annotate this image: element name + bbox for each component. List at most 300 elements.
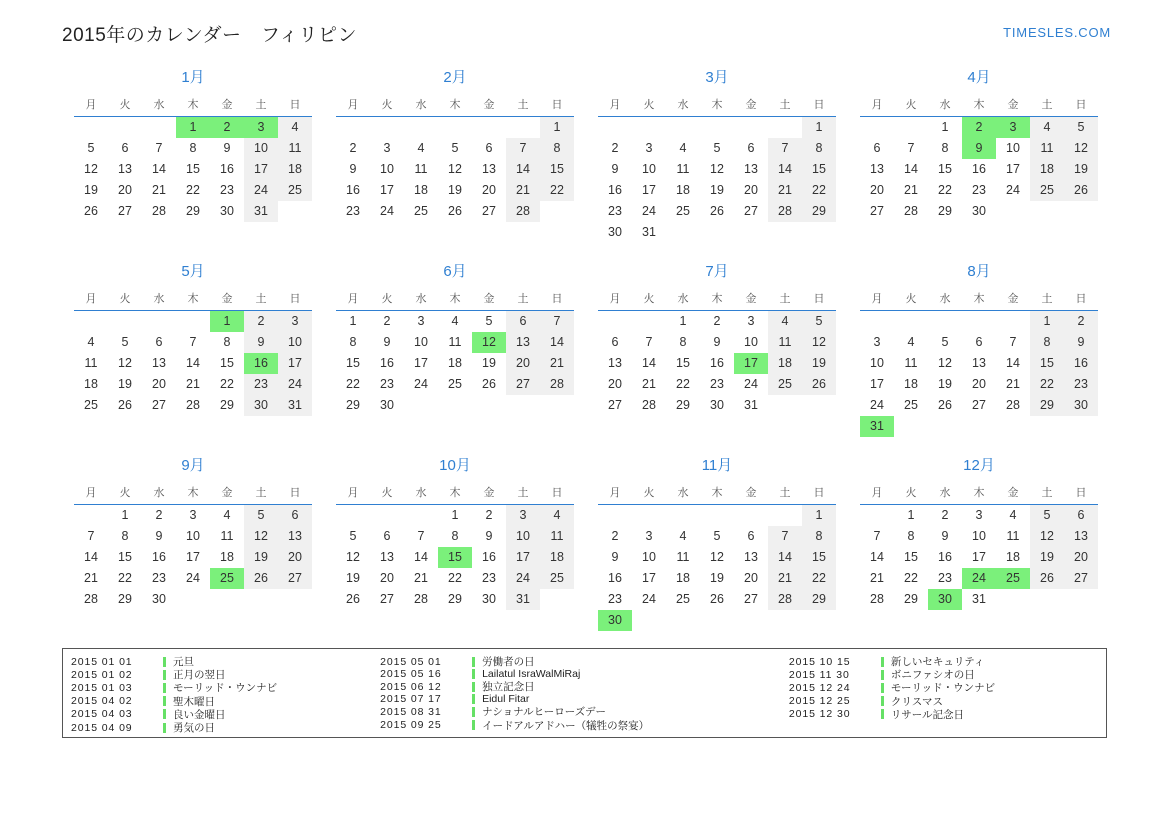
- day-cell[interactable]: 16: [608, 571, 622, 585]
- day-cell[interactable]: 7: [768, 526, 802, 547]
- day-cell[interactable]: 14: [904, 162, 918, 176]
- day-cell[interactable]: 28: [84, 592, 98, 606]
- day-cell[interactable]: 17: [186, 550, 200, 564]
- day-cell[interactable]: 26: [346, 592, 360, 606]
- day-cell[interactable]: 25: [448, 377, 462, 391]
- day-cell[interactable]: 12: [84, 162, 98, 176]
- day-cell[interactable]: 16: [710, 356, 724, 370]
- day-cell[interactable]: 22: [118, 571, 132, 585]
- day-cell[interactable]: 22: [938, 183, 952, 197]
- day-cell[interactable]: 27: [870, 204, 884, 218]
- day-cell[interactable]: 11: [220, 529, 234, 543]
- day-cell[interactable]: 11: [84, 356, 98, 370]
- day-cell-holiday[interactable]: 30: [928, 589, 962, 610]
- day-cell[interactable]: 20: [118, 183, 132, 197]
- day-cell[interactable]: 26: [448, 204, 462, 218]
- day-cell[interactable]: 22: [802, 568, 836, 589]
- day-cell[interactable]: 4: [907, 335, 915, 349]
- day-cell[interactable]: 25: [278, 180, 312, 201]
- day-cell[interactable]: 29: [346, 398, 360, 412]
- day-cell[interactable]: 17: [278, 353, 312, 374]
- day-cell[interactable]: 2: [244, 311, 278, 332]
- day-cell[interactable]: 1: [451, 508, 459, 523]
- day-cell[interactable]: 28: [768, 201, 802, 222]
- day-cell[interactable]: 21: [1006, 377, 1020, 391]
- day-cell[interactable]: 30: [380, 398, 394, 412]
- day-cell[interactable]: 18: [448, 356, 462, 370]
- day-cell[interactable]: 26: [1030, 568, 1064, 589]
- day-cell[interactable]: 4: [1030, 117, 1064, 138]
- day-cell[interactable]: 29: [802, 201, 836, 222]
- day-cell[interactable]: 31: [972, 592, 986, 606]
- day-cell[interactable]: 10: [278, 332, 312, 353]
- day-cell[interactable]: 23: [972, 183, 986, 197]
- day-cell[interactable]: 9: [1064, 332, 1098, 353]
- day-cell[interactable]: 6: [747, 529, 755, 543]
- day-cell-holiday[interactable]: 3: [996, 117, 1030, 138]
- day-cell[interactable]: 16: [972, 162, 986, 176]
- day-cell[interactable]: 26: [938, 398, 952, 412]
- day-cell[interactable]: 16: [380, 356, 394, 370]
- day-cell[interactable]: 21: [540, 353, 574, 374]
- day-cell-holiday[interactable]: 16: [244, 353, 278, 374]
- day-cell[interactable]: 27: [972, 398, 986, 412]
- day-cell[interactable]: 5: [713, 529, 721, 543]
- day-cell[interactable]: 10: [1006, 141, 1020, 155]
- day-cell[interactable]: 9: [611, 550, 619, 564]
- day-cell[interactable]: 12: [802, 332, 836, 353]
- day-cell-holiday[interactable]: 25: [996, 568, 1030, 589]
- day-cell[interactable]: 2: [1064, 311, 1098, 332]
- day-cell[interactable]: 12: [1064, 138, 1098, 159]
- day-cell[interactable]: 13: [608, 356, 622, 370]
- day-cell[interactable]: 28: [414, 592, 428, 606]
- day-cell[interactable]: 14: [506, 159, 540, 180]
- day-cell[interactable]: 14: [152, 162, 166, 176]
- day-cell[interactable]: 10: [642, 162, 656, 176]
- day-cell[interactable]: 10: [186, 529, 200, 543]
- day-cell[interactable]: 24: [1006, 183, 1020, 197]
- day-cell[interactable]: 9: [349, 162, 357, 176]
- day-cell[interactable]: 14: [768, 159, 802, 180]
- day-cell-holiday[interactable]: 12: [472, 332, 506, 353]
- day-cell[interactable]: 18: [1030, 159, 1064, 180]
- day-cell[interactable]: 24: [414, 377, 428, 391]
- day-cell[interactable]: 9: [223, 141, 231, 155]
- day-cell[interactable]: 14: [1006, 356, 1020, 370]
- day-cell[interactable]: 26: [482, 377, 496, 391]
- day-cell[interactable]: 30: [608, 225, 622, 239]
- day-cell[interactable]: 15: [220, 356, 234, 370]
- day-cell[interactable]: 6: [611, 335, 619, 349]
- day-cell[interactable]: 5: [802, 311, 836, 332]
- day-cell[interactable]: 5: [121, 335, 129, 349]
- day-cell[interactable]: 22: [676, 377, 690, 391]
- day-cell[interactable]: 18: [904, 377, 918, 391]
- day-cell[interactable]: 6: [121, 141, 129, 155]
- day-cell[interactable]: 10: [380, 162, 394, 176]
- day-cell[interactable]: 6: [1064, 505, 1098, 526]
- day-cell[interactable]: 6: [747, 141, 755, 155]
- day-cell[interactable]: 17: [380, 183, 394, 197]
- day-cell[interactable]: 17: [642, 571, 656, 585]
- day-cell[interactable]: 19: [938, 377, 952, 391]
- day-cell[interactable]: 2: [611, 141, 619, 155]
- day-cell[interactable]: 29: [938, 204, 952, 218]
- day-cell[interactable]: 13: [380, 550, 394, 564]
- day-cell[interactable]: 29: [448, 592, 462, 606]
- day-cell[interactable]: 2: [941, 508, 949, 523]
- day-cell[interactable]: 18: [220, 550, 234, 564]
- day-cell[interactable]: 25: [540, 568, 574, 589]
- day-cell[interactable]: 15: [540, 159, 574, 180]
- day-cell[interactable]: 31: [642, 225, 656, 239]
- day-cell[interactable]: 20: [744, 571, 758, 585]
- day-cell[interactable]: 5: [451, 141, 459, 155]
- day-cell[interactable]: 10: [244, 138, 278, 159]
- day-cell-holiday[interactable]: 9: [962, 138, 996, 159]
- day-cell[interactable]: 17: [244, 159, 278, 180]
- day-cell[interactable]: 2: [485, 508, 493, 523]
- day-cell[interactable]: 1: [1030, 311, 1064, 332]
- day-cell[interactable]: 4: [417, 141, 425, 155]
- day-cell[interactable]: 15: [186, 162, 200, 176]
- day-cell[interactable]: 13: [870, 162, 884, 176]
- day-cell[interactable]: 13: [744, 162, 758, 176]
- day-cell[interactable]: 2: [713, 314, 721, 329]
- day-cell[interactable]: 5: [87, 141, 95, 155]
- day-cell[interactable]: 26: [244, 568, 278, 589]
- day-cell[interactable]: 20: [1064, 547, 1098, 568]
- day-cell[interactable]: 18: [84, 377, 98, 391]
- day-cell-holiday[interactable]: 31: [860, 416, 894, 437]
- day-cell[interactable]: 4: [87, 335, 95, 349]
- day-cell[interactable]: 5: [941, 335, 949, 349]
- day-cell[interactable]: 7: [540, 311, 574, 332]
- day-cell[interactable]: 21: [870, 571, 884, 585]
- day-cell[interactable]: 25: [676, 592, 690, 606]
- day-cell[interactable]: 21: [414, 571, 428, 585]
- day-cell[interactable]: 1: [121, 508, 129, 523]
- day-cell[interactable]: 23: [244, 374, 278, 395]
- day-cell[interactable]: 13: [118, 162, 132, 176]
- day-cell[interactable]: 10: [870, 356, 884, 370]
- day-cell[interactable]: 25: [904, 398, 918, 412]
- day-cell-holiday[interactable]: 1: [210, 311, 244, 332]
- day-cell[interactable]: 12: [244, 526, 278, 547]
- day-cell[interactable]: 4: [1009, 508, 1017, 523]
- day-cell[interactable]: 16: [608, 183, 622, 197]
- day-cell[interactable]: 1: [802, 117, 836, 138]
- day-cell[interactable]: 13: [1064, 526, 1098, 547]
- day-cell[interactable]: 27: [744, 592, 758, 606]
- day-cell[interactable]: 19: [448, 183, 462, 197]
- day-cell[interactable]: 27: [380, 592, 394, 606]
- day-cell[interactable]: 22: [346, 377, 360, 391]
- day-cell[interactable]: 21: [186, 377, 200, 391]
- day-cell[interactable]: 18: [768, 353, 802, 374]
- day-cell[interactable]: 23: [220, 183, 234, 197]
- day-cell[interactable]: 27: [608, 398, 622, 412]
- day-cell[interactable]: 13: [744, 550, 758, 564]
- day-cell[interactable]: 16: [152, 550, 166, 564]
- day-cell[interactable]: 7: [873, 529, 881, 543]
- day-cell[interactable]: 21: [84, 571, 98, 585]
- day-cell[interactable]: 5: [1064, 117, 1098, 138]
- day-cell[interactable]: 29: [802, 589, 836, 610]
- day-cell[interactable]: 21: [506, 180, 540, 201]
- day-cell[interactable]: 29: [118, 592, 132, 606]
- day-cell[interactable]: 10: [744, 335, 758, 349]
- day-cell-holiday[interactable]: 30: [598, 610, 632, 631]
- day-cell[interactable]: 29: [904, 592, 918, 606]
- day-cell[interactable]: 2: [155, 508, 163, 523]
- day-cell[interactable]: 11: [1030, 138, 1064, 159]
- day-cell[interactable]: 26: [802, 374, 836, 395]
- day-cell[interactable]: 21: [904, 183, 918, 197]
- day-cell[interactable]: 7: [506, 138, 540, 159]
- day-cell[interactable]: 9: [244, 332, 278, 353]
- day-cell[interactable]: 20: [608, 377, 622, 391]
- day-cell[interactable]: 15: [938, 162, 952, 176]
- day-cell[interactable]: 7: [1009, 335, 1017, 349]
- day-cell[interactable]: 20: [870, 183, 884, 197]
- day-cell[interactable]: 15: [802, 547, 836, 568]
- day-cell[interactable]: 3: [873, 335, 881, 349]
- day-cell[interactable]: 14: [642, 356, 656, 370]
- day-cell[interactable]: 17: [414, 356, 428, 370]
- day-cell[interactable]: 4: [679, 529, 687, 543]
- day-cell[interactable]: 14: [186, 356, 200, 370]
- day-cell[interactable]: 4: [768, 311, 802, 332]
- day-cell[interactable]: 20: [380, 571, 394, 585]
- day-cell[interactable]: 11: [676, 162, 690, 176]
- day-cell[interactable]: 15: [676, 356, 690, 370]
- day-cell-holiday[interactable]: 2: [962, 117, 996, 138]
- day-cell[interactable]: 8: [189, 141, 197, 155]
- day-cell[interactable]: 18: [540, 547, 574, 568]
- day-cell[interactable]: 17: [870, 377, 884, 391]
- day-cell[interactable]: 21: [152, 183, 166, 197]
- day-cell[interactable]: 16: [482, 550, 496, 564]
- day-cell[interactable]: 19: [482, 356, 496, 370]
- day-cell[interactable]: 1: [802, 505, 836, 526]
- day-cell[interactable]: 26: [118, 398, 132, 412]
- day-cell[interactable]: 12: [346, 550, 360, 564]
- day-cell[interactable]: 24: [870, 398, 884, 412]
- day-cell[interactable]: 25: [676, 204, 690, 218]
- day-cell[interactable]: 28: [768, 589, 802, 610]
- day-cell[interactable]: 1: [679, 314, 687, 329]
- day-cell[interactable]: 4: [223, 508, 231, 523]
- day-cell[interactable]: 7: [417, 529, 425, 543]
- day-cell[interactable]: 17: [1006, 162, 1020, 176]
- day-cell-holiday[interactable]: 24: [962, 568, 996, 589]
- day-cell[interactable]: 25: [1030, 180, 1064, 201]
- day-cell-holiday[interactable]: 25: [210, 568, 244, 589]
- day-cell[interactable]: 8: [802, 138, 836, 159]
- day-cell[interactable]: 27: [744, 204, 758, 218]
- day-cell[interactable]: 2: [383, 314, 391, 329]
- day-cell[interactable]: 5: [485, 314, 493, 329]
- day-cell[interactable]: 8: [540, 138, 574, 159]
- day-cell-holiday[interactable]: 15: [438, 547, 472, 568]
- day-cell[interactable]: 29: [1030, 395, 1064, 416]
- day-cell[interactable]: 29: [220, 398, 234, 412]
- day-cell[interactable]: 21: [768, 180, 802, 201]
- day-cell[interactable]: 1: [941, 120, 949, 135]
- day-cell[interactable]: 16: [220, 162, 234, 176]
- day-cell[interactable]: 15: [802, 159, 836, 180]
- day-cell[interactable]: 3: [645, 141, 653, 155]
- day-cell[interactable]: 15: [118, 550, 132, 564]
- day-cell[interactable]: 19: [710, 183, 724, 197]
- day-cell[interactable]: 6: [278, 505, 312, 526]
- day-cell[interactable]: 23: [710, 377, 724, 391]
- day-cell[interactable]: 18: [1006, 550, 1020, 564]
- day-cell[interactable]: 22: [802, 180, 836, 201]
- day-cell[interactable]: 8: [941, 141, 949, 155]
- day-cell[interactable]: 6: [383, 529, 391, 543]
- day-cell[interactable]: 9: [155, 529, 163, 543]
- day-cell[interactable]: 27: [152, 398, 166, 412]
- day-cell[interactable]: 31: [506, 589, 540, 610]
- day-cell[interactable]: 28: [904, 204, 918, 218]
- day-cell[interactable]: 9: [941, 529, 949, 543]
- day-cell[interactable]: 13: [482, 162, 496, 176]
- day-cell[interactable]: 7: [87, 529, 95, 543]
- day-cell[interactable]: 5: [244, 505, 278, 526]
- day-cell[interactable]: 21: [768, 568, 802, 589]
- day-cell[interactable]: 3: [747, 314, 755, 329]
- day-cell[interactable]: 22: [904, 571, 918, 585]
- day-cell[interactable]: 17: [972, 550, 986, 564]
- day-cell-holiday[interactable]: 17: [734, 353, 768, 374]
- day-cell[interactable]: 16: [938, 550, 952, 564]
- day-cell[interactable]: 14: [870, 550, 884, 564]
- day-cell[interactable]: 8: [802, 526, 836, 547]
- day-cell[interactable]: 28: [870, 592, 884, 606]
- day-cell[interactable]: 25: [414, 204, 428, 218]
- day-cell[interactable]: 10: [506, 526, 540, 547]
- day-cell[interactable]: 31: [744, 398, 758, 412]
- day-cell[interactable]: 20: [744, 183, 758, 197]
- day-cell[interactable]: 14: [768, 547, 802, 568]
- day-cell[interactable]: 19: [1030, 547, 1064, 568]
- day-cell[interactable]: 6: [975, 335, 983, 349]
- day-cell[interactable]: 19: [710, 571, 724, 585]
- day-cell[interactable]: 22: [1030, 374, 1064, 395]
- day-cell[interactable]: 12: [448, 162, 462, 176]
- day-cell[interactable]: 28: [152, 204, 166, 218]
- day-cell[interactable]: 20: [278, 547, 312, 568]
- day-cell[interactable]: 1: [540, 117, 574, 138]
- day-cell[interactable]: 30: [710, 398, 724, 412]
- day-cell[interactable]: 22: [186, 183, 200, 197]
- day-cell[interactable]: 27: [278, 568, 312, 589]
- day-cell[interactable]: 6: [506, 311, 540, 332]
- day-cell[interactable]: 8: [349, 335, 357, 349]
- day-cell[interactable]: 3: [645, 529, 653, 543]
- day-cell[interactable]: 7: [768, 138, 802, 159]
- day-cell[interactable]: 28: [642, 398, 656, 412]
- day-cell[interactable]: 25: [84, 398, 98, 412]
- day-cell[interactable]: 23: [938, 571, 952, 585]
- day-cell[interactable]: 18: [676, 571, 690, 585]
- day-cell[interactable]: 12: [118, 356, 132, 370]
- day-cell[interactable]: 11: [904, 356, 918, 370]
- day-cell[interactable]: 29: [676, 398, 690, 412]
- day-cell[interactable]: 26: [84, 204, 98, 218]
- day-cell[interactable]: 29: [186, 204, 200, 218]
- day-cell[interactable]: 8: [1030, 332, 1064, 353]
- day-cell[interactable]: 3: [278, 311, 312, 332]
- day-cell[interactable]: 24: [506, 568, 540, 589]
- day-cell[interactable]: 5: [713, 141, 721, 155]
- day-cell[interactable]: 6: [155, 335, 163, 349]
- day-cell[interactable]: 22: [220, 377, 234, 391]
- day-cell[interactable]: 19: [802, 353, 836, 374]
- day-cell[interactable]: 24: [186, 571, 200, 585]
- day-cell[interactable]: 4: [278, 117, 312, 138]
- day-cell[interactable]: 7: [645, 335, 653, 349]
- day-cell[interactable]: 19: [118, 377, 132, 391]
- day-cell[interactable]: 21: [642, 377, 656, 391]
- day-cell[interactable]: 24: [642, 204, 656, 218]
- day-cell[interactable]: 14: [540, 332, 574, 353]
- day-cell[interactable]: 14: [414, 550, 428, 564]
- day-cell[interactable]: 28: [540, 374, 574, 395]
- day-cell[interactable]: 3: [506, 505, 540, 526]
- day-cell[interactable]: 11: [1006, 529, 1020, 543]
- day-cell[interactable]: 16: [346, 183, 360, 197]
- day-cell[interactable]: 8: [223, 335, 231, 349]
- day-cell[interactable]: 13: [972, 356, 986, 370]
- day-cell[interactable]: 5: [349, 529, 357, 543]
- day-cell[interactable]: 17: [642, 183, 656, 197]
- day-cell[interactable]: 24: [380, 204, 394, 218]
- day-cell[interactable]: 23: [1064, 374, 1098, 395]
- day-cell[interactable]: 30: [1064, 395, 1098, 416]
- day-cell[interactable]: 20: [152, 377, 166, 391]
- day-cell[interactable]: 26: [1064, 180, 1098, 201]
- day-cell[interactable]: 11: [278, 138, 312, 159]
- day-cell[interactable]: 18: [278, 159, 312, 180]
- day-cell[interactable]: 13: [278, 526, 312, 547]
- day-cell[interactable]: 31: [244, 201, 278, 222]
- day-cell[interactable]: 8: [121, 529, 129, 543]
- day-cell[interactable]: 10: [972, 529, 986, 543]
- day-cell[interactable]: 19: [84, 183, 98, 197]
- day-cell[interactable]: 8: [679, 335, 687, 349]
- day-cell[interactable]: 11: [448, 335, 462, 349]
- day-cell[interactable]: 20: [506, 353, 540, 374]
- day-cell[interactable]: 7: [907, 141, 915, 155]
- day-cell[interactable]: 5: [1030, 505, 1064, 526]
- day-cell[interactable]: 23: [608, 592, 622, 606]
- day-cell[interactable]: 25: [768, 374, 802, 395]
- day-cell[interactable]: 10: [642, 550, 656, 564]
- day-cell[interactable]: 11: [676, 550, 690, 564]
- day-cell[interactable]: 19: [244, 547, 278, 568]
- day-cell[interactable]: 1: [907, 508, 915, 523]
- day-cell[interactable]: 3: [383, 141, 391, 155]
- day-cell[interactable]: 24: [744, 377, 758, 391]
- day-cell[interactable]: 27: [1064, 568, 1098, 589]
- day-cell[interactable]: 12: [710, 550, 724, 564]
- day-cell[interactable]: 23: [380, 377, 394, 391]
- day-cell[interactable]: 13: [506, 332, 540, 353]
